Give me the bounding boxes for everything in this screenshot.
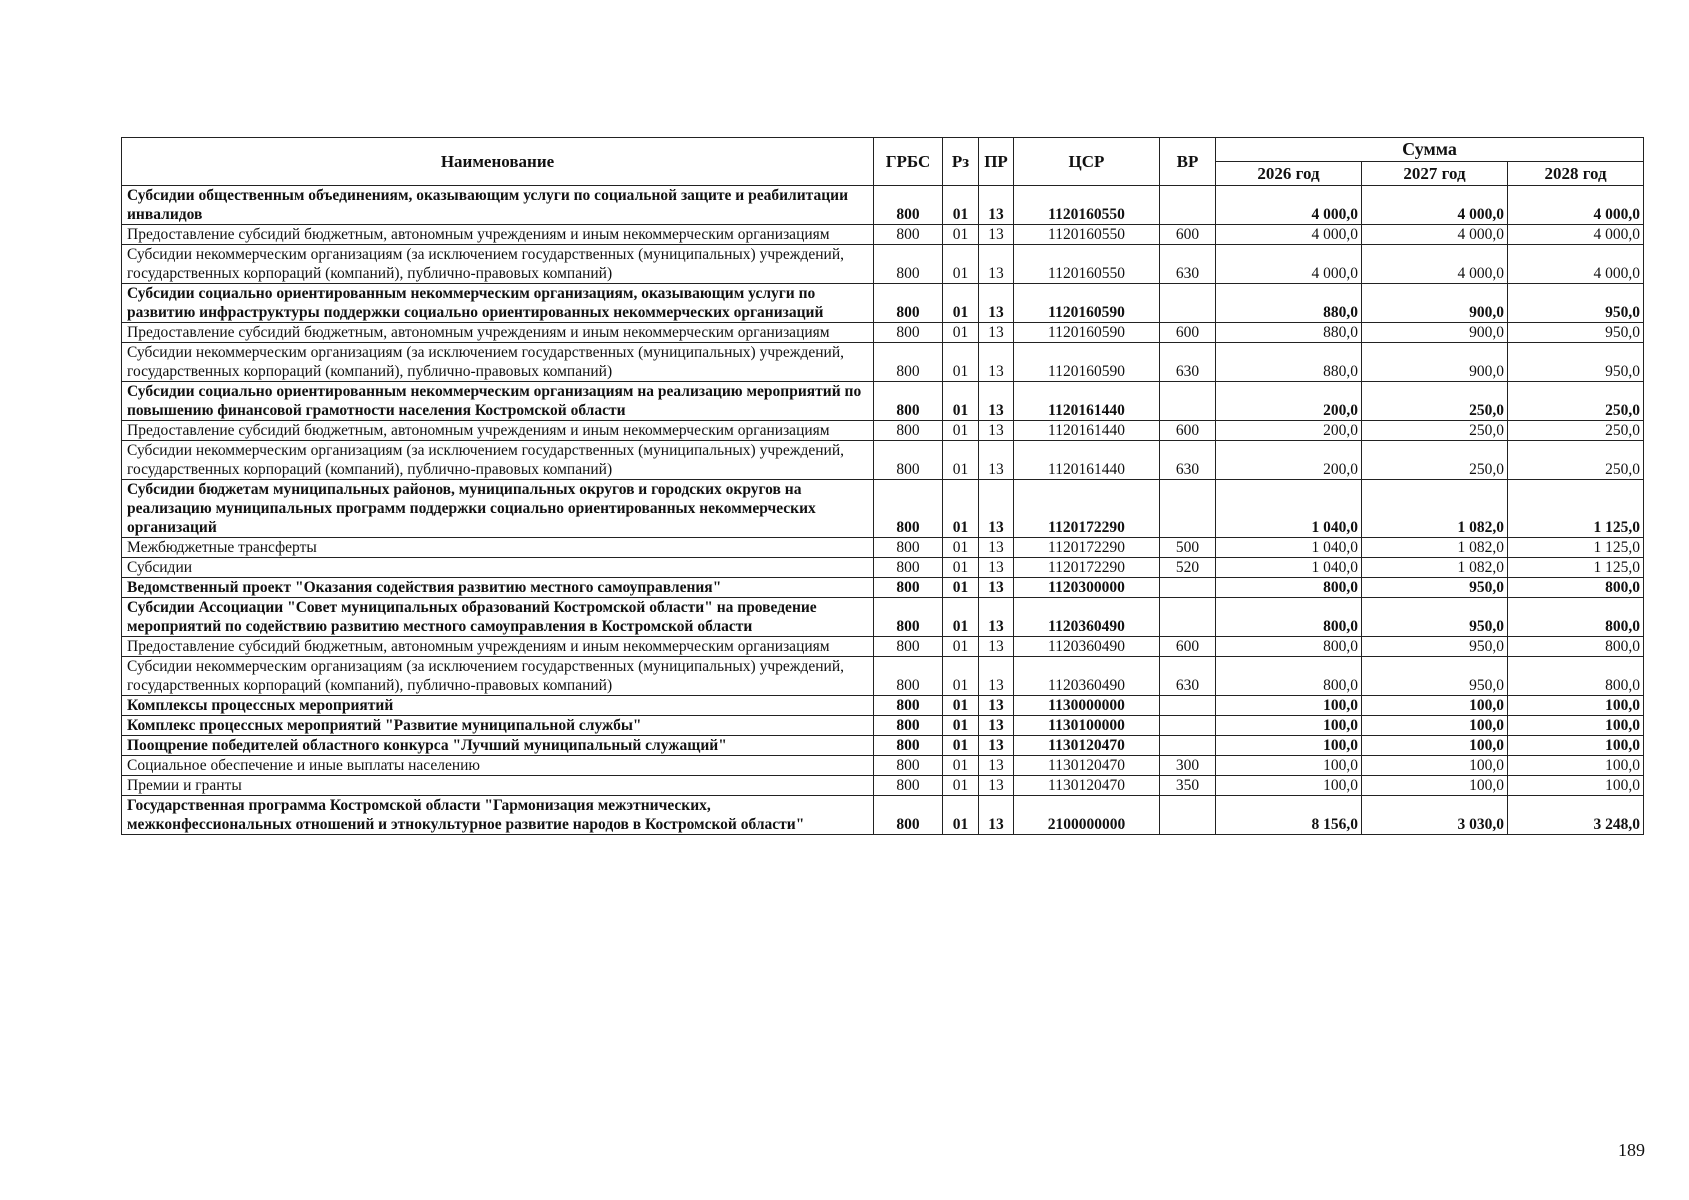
table-row	[122, 343, 1644, 382]
header-year-2026: 2026 год	[1216, 162, 1362, 186]
row-amount-2028: 950,0	[1508, 343, 1644, 382]
row-amount-2026: 880,0	[1216, 343, 1362, 382]
table-row	[122, 558, 1644, 578]
header-vr: ВР	[1160, 138, 1216, 186]
row-amount-2027: 4 000,0	[1362, 225, 1508, 245]
table-row	[122, 657, 1644, 696]
row-amount-2026: 800,0	[1216, 637, 1362, 657]
row-vr: 300	[1160, 756, 1216, 776]
row-amount-2028: 800,0	[1508, 578, 1644, 598]
table-header	[122, 138, 1644, 186]
table-row	[122, 284, 1644, 323]
row-amount-2028: 1 125,0	[1508, 538, 1644, 558]
row-pr: 13	[979, 578, 1014, 598]
row-pr: 13	[979, 284, 1014, 323]
row-amount-2028: 1 125,0	[1508, 480, 1644, 538]
row-amount-2026: 4 000,0	[1216, 186, 1362, 225]
row-amount-2026: 200,0	[1216, 421, 1362, 441]
row-vr	[1160, 284, 1216, 323]
row-pr: 13	[979, 480, 1014, 538]
row-pr: 13	[979, 637, 1014, 657]
row-csr: 1120300000	[1014, 578, 1160, 598]
row-csr: 1120161440	[1014, 441, 1160, 480]
row-grbs: 800	[874, 696, 943, 716]
row-name: Субсидии Ассоциации "Совет муниципальных образований Костромской области" на проведение мероприятий по содействию развитию местного самоуправления в Костромской области	[122, 598, 874, 637]
row-pr: 13	[979, 776, 1014, 796]
row-amount-2028: 100,0	[1508, 756, 1644, 776]
row-amount-2028: 4 000,0	[1508, 245, 1644, 284]
row-csr: 1120360490	[1014, 657, 1160, 696]
row-rz: 01	[943, 225, 979, 245]
row-vr	[1160, 796, 1216, 835]
row-name: Государственная программа Костромской области "Гармонизация межэтнических, межконфессиональных отношений и этнокультурное развитие народов в Костромской области"	[122, 796, 874, 835]
table-row	[122, 776, 1644, 796]
row-pr: 13	[979, 598, 1014, 637]
row-rz: 01	[943, 637, 979, 657]
row-amount-2028: 100,0	[1508, 776, 1644, 796]
table-row	[122, 637, 1644, 657]
row-amount-2027: 250,0	[1362, 441, 1508, 480]
row-amount-2027: 100,0	[1362, 776, 1508, 796]
row-pr: 13	[979, 696, 1014, 716]
row-rz: 01	[943, 796, 979, 835]
row-vr	[1160, 578, 1216, 598]
row-grbs: 800	[874, 598, 943, 637]
row-pr: 13	[979, 323, 1014, 343]
table-row	[122, 421, 1644, 441]
row-amount-2027: 1 082,0	[1362, 558, 1508, 578]
page-number: 189	[1618, 1140, 1645, 1160]
row-grbs: 800	[874, 578, 943, 598]
row-vr: 350	[1160, 776, 1216, 796]
row-pr: 13	[979, 736, 1014, 756]
row-amount-2027: 950,0	[1362, 657, 1508, 696]
row-rz: 01	[943, 776, 979, 796]
row-pr: 13	[979, 558, 1014, 578]
row-amount-2026: 1 040,0	[1216, 538, 1362, 558]
row-amount-2028: 100,0	[1508, 696, 1644, 716]
row-grbs: 800	[874, 441, 943, 480]
table-row	[122, 756, 1644, 776]
row-name: Субсидии бюджетам муниципальных районов, муниципальных округов и городских округов на реализацию муниципальных программ поддержки социально ориентированных некоммерческих организаций	[122, 480, 874, 538]
row-amount-2027: 950,0	[1362, 598, 1508, 637]
row-csr: 1120160590	[1014, 323, 1160, 343]
row-name: Премии и гранты	[122, 776, 874, 796]
row-amount-2027: 4 000,0	[1362, 186, 1508, 225]
header-year-2027: 2027 год	[1362, 162, 1508, 186]
row-pr: 13	[979, 538, 1014, 558]
row-name: Субсидии общественным объединениям, оказывающим услуги по социальной защите и реабилитации инвалидов	[122, 186, 874, 225]
row-name: Предоставление субсидий бюджетным, автономным учреждениям и иным некоммерческим организациям	[122, 323, 874, 343]
row-name: Социальное обеспечение и иные выплаты населению	[122, 756, 874, 776]
row-grbs: 800	[874, 736, 943, 756]
row-name: Субсидии некоммерческим организациям (за исключением государственных (муниципальных) учреждений, государственных корпораций (компаний), публично-правовых компаний)	[122, 657, 874, 696]
row-pr: 13	[979, 657, 1014, 696]
row-name: Предоставление субсидий бюджетным, автономным учреждениям и иным некоммерческим организациям	[122, 225, 874, 245]
row-amount-2027: 250,0	[1362, 421, 1508, 441]
row-vr: 500	[1160, 538, 1216, 558]
row-vr: 520	[1160, 558, 1216, 578]
table-row	[122, 323, 1644, 343]
table-row	[122, 716, 1644, 736]
row-csr: 1120160550	[1014, 186, 1160, 225]
row-amount-2026: 100,0	[1216, 736, 1362, 756]
row-name: Межбюджетные трансферты	[122, 538, 874, 558]
row-pr: 13	[979, 441, 1014, 480]
row-amount-2028: 800,0	[1508, 598, 1644, 637]
row-csr: 1120172290	[1014, 480, 1160, 538]
row-csr: 1120160590	[1014, 343, 1160, 382]
row-csr: 1120360490	[1014, 598, 1160, 637]
row-amount-2028: 1 125,0	[1508, 558, 1644, 578]
table-row	[122, 480, 1644, 538]
row-amount-2027: 3 030,0	[1362, 796, 1508, 835]
row-rz: 01	[943, 323, 979, 343]
row-amount-2026: 100,0	[1216, 756, 1362, 776]
row-amount-2028: 250,0	[1508, 382, 1644, 421]
row-amount-2027: 250,0	[1362, 382, 1508, 421]
row-rz: 01	[943, 382, 979, 421]
row-grbs: 800	[874, 637, 943, 657]
row-grbs: 800	[874, 480, 943, 538]
table-row	[122, 796, 1644, 835]
row-csr: 1120160550	[1014, 245, 1160, 284]
row-amount-2027: 4 000,0	[1362, 245, 1508, 284]
row-name: Поощрение победителей областного конкурса "Лучший муниципальный служащий"	[122, 736, 874, 756]
header-year-2028: 2028 год	[1508, 162, 1644, 186]
row-amount-2026: 200,0	[1216, 382, 1362, 421]
row-pr: 13	[979, 382, 1014, 421]
row-csr: 1120161440	[1014, 382, 1160, 421]
table-row	[122, 186, 1644, 225]
row-grbs: 800	[874, 538, 943, 558]
row-grbs: 800	[874, 245, 943, 284]
row-amount-2028: 800,0	[1508, 657, 1644, 696]
row-name: Ведомственный проект "Оказания содействия развитию местного самоуправления"	[122, 578, 874, 598]
row-amount-2026: 800,0	[1216, 598, 1362, 637]
table-row	[122, 382, 1644, 421]
row-name: Субсидии некоммерческим организациям (за исключением государственных (муниципальных) учреждений, государственных корпораций (компаний), публично-правовых компаний)	[122, 343, 874, 382]
row-amount-2027: 100,0	[1362, 736, 1508, 756]
row-amount-2028: 950,0	[1508, 284, 1644, 323]
row-vr: 630	[1160, 245, 1216, 284]
row-amount-2027: 950,0	[1362, 578, 1508, 598]
table-row	[122, 696, 1644, 716]
row-vr: 630	[1160, 657, 1216, 696]
header-csr: ЦСР	[1014, 138, 1160, 186]
row-rz: 01	[943, 558, 979, 578]
table-row	[122, 578, 1644, 598]
row-rz: 01	[943, 538, 979, 558]
row-vr	[1160, 480, 1216, 538]
row-name: Комплексы процессных мероприятий	[122, 696, 874, 716]
row-amount-2028: 250,0	[1508, 421, 1644, 441]
row-vr: 630	[1160, 343, 1216, 382]
row-rz: 01	[943, 578, 979, 598]
row-grbs: 800	[874, 716, 943, 736]
row-amount-2026: 100,0	[1216, 776, 1362, 796]
row-grbs: 800	[874, 421, 943, 441]
row-amount-2028: 4 000,0	[1508, 186, 1644, 225]
row-grbs: 800	[874, 186, 943, 225]
row-csr: 1120172290	[1014, 558, 1160, 578]
row-amount-2028: 100,0	[1508, 716, 1644, 736]
row-rz: 01	[943, 696, 979, 716]
row-rz: 01	[943, 245, 979, 284]
row-vr: 600	[1160, 421, 1216, 441]
row-rz: 01	[943, 421, 979, 441]
row-name: Субсидии некоммерческим организациям (за исключением государственных (муниципальных) учреждений, государственных корпораций (компаний), публично-правовых компаний)	[122, 245, 874, 284]
row-pr: 13	[979, 225, 1014, 245]
row-amount-2027: 900,0	[1362, 284, 1508, 323]
row-grbs: 800	[874, 558, 943, 578]
row-rz: 01	[943, 343, 979, 382]
row-name: Предоставление субсидий бюджетным, автономным учреждениям и иным некоммерческим организациям	[122, 637, 874, 657]
row-amount-2027: 900,0	[1362, 343, 1508, 382]
row-vr	[1160, 696, 1216, 716]
header-name: Наименование	[122, 138, 874, 186]
row-rz: 01	[943, 284, 979, 323]
row-vr	[1160, 186, 1216, 225]
row-amount-2026: 880,0	[1216, 323, 1362, 343]
row-rz: 01	[943, 756, 979, 776]
row-amount-2026: 4 000,0	[1216, 245, 1362, 284]
row-pr: 13	[979, 421, 1014, 441]
row-grbs: 800	[874, 776, 943, 796]
table-row	[122, 736, 1644, 756]
row-pr: 13	[979, 716, 1014, 736]
table-body	[122, 186, 1644, 835]
row-csr: 1130000000	[1014, 696, 1160, 716]
row-pr: 13	[979, 796, 1014, 835]
row-name: Субсидии	[122, 558, 874, 578]
table-row	[122, 538, 1644, 558]
row-amount-2028: 4 000,0	[1508, 225, 1644, 245]
row-csr: 1130120470	[1014, 756, 1160, 776]
row-rz: 01	[943, 186, 979, 225]
row-amount-2026: 800,0	[1216, 578, 1362, 598]
row-amount-2027: 950,0	[1362, 637, 1508, 657]
row-name: Субсидии социально ориентированным некоммерческим организациям на реализацию мероприятий по повышению финансовой грамотности населения Костромской области	[122, 382, 874, 421]
row-amount-2028: 250,0	[1508, 441, 1644, 480]
row-grbs: 800	[874, 796, 943, 835]
row-amount-2027: 900,0	[1362, 323, 1508, 343]
row-grbs: 800	[874, 756, 943, 776]
row-vr: 600	[1160, 323, 1216, 343]
row-grbs: 800	[874, 284, 943, 323]
row-amount-2026: 1 040,0	[1216, 480, 1362, 538]
row-amount-2026: 100,0	[1216, 696, 1362, 716]
row-amount-2027: 100,0	[1362, 716, 1508, 736]
row-pr: 13	[979, 186, 1014, 225]
row-name: Субсидии социально ориентированным некоммерческим организациям, оказывающим услуги по развитию инфраструктуры поддержки социально ориентированных некоммерческих организаций	[122, 284, 874, 323]
row-name: Субсидии некоммерческим организациям (за исключением государственных (муниципальных) учреждений, государственных корпораций (компаний), публично-правовых компаний)	[122, 441, 874, 480]
table-row	[122, 245, 1644, 284]
row-pr: 13	[979, 756, 1014, 776]
table-row	[122, 225, 1644, 245]
header-sum: Сумма	[1216, 138, 1644, 162]
row-rz: 01	[943, 598, 979, 637]
row-vr	[1160, 736, 1216, 756]
row-csr: 1130120470	[1014, 776, 1160, 796]
row-amount-2027: 1 082,0	[1362, 538, 1508, 558]
table-row	[122, 598, 1644, 637]
row-rz: 01	[943, 657, 979, 696]
row-pr: 13	[979, 343, 1014, 382]
row-vr: 600	[1160, 637, 1216, 657]
row-amount-2028: 100,0	[1508, 736, 1644, 756]
row-amount-2026: 1 040,0	[1216, 558, 1362, 578]
row-name: Предоставление субсидий бюджетным, автономным учреждениям и иным некоммерческим организациям	[122, 421, 874, 441]
budget-table	[121, 137, 1644, 835]
row-name: Комплекс процессных мероприятий "Развитие муниципальной службы"	[122, 716, 874, 736]
row-grbs: 800	[874, 343, 943, 382]
header-grbs: ГРБС	[874, 138, 943, 186]
row-vr: 600	[1160, 225, 1216, 245]
row-amount-2027: 1 082,0	[1362, 480, 1508, 538]
header-rz: Рз	[943, 138, 979, 186]
row-amount-2027: 100,0	[1362, 756, 1508, 776]
row-vr	[1160, 382, 1216, 421]
row-grbs: 800	[874, 323, 943, 343]
row-amount-2028: 3 248,0	[1508, 796, 1644, 835]
row-rz: 01	[943, 736, 979, 756]
row-amount-2028: 800,0	[1508, 637, 1644, 657]
row-vr: 630	[1160, 441, 1216, 480]
row-amount-2026: 800,0	[1216, 657, 1362, 696]
row-rz: 01	[943, 441, 979, 480]
row-pr: 13	[979, 245, 1014, 284]
row-amount-2028: 950,0	[1508, 323, 1644, 343]
row-amount-2026: 100,0	[1216, 716, 1362, 736]
row-csr: 2100000000	[1014, 796, 1160, 835]
row-vr	[1160, 716, 1216, 736]
row-amount-2026: 8 156,0	[1216, 796, 1362, 835]
row-csr: 1120360490	[1014, 637, 1160, 657]
row-rz: 01	[943, 716, 979, 736]
row-rz: 01	[943, 480, 979, 538]
row-grbs: 800	[874, 657, 943, 696]
table-row	[122, 441, 1644, 480]
header-pr: ПР	[979, 138, 1014, 186]
row-amount-2026: 4 000,0	[1216, 225, 1362, 245]
row-csr: 1120172290	[1014, 538, 1160, 558]
row-grbs: 800	[874, 382, 943, 421]
row-amount-2027: 100,0	[1362, 696, 1508, 716]
row-grbs: 800	[874, 225, 943, 245]
row-csr: 1120160590	[1014, 284, 1160, 323]
row-csr: 1120160550	[1014, 225, 1160, 245]
row-amount-2026: 880,0	[1216, 284, 1362, 323]
row-csr: 1120161440	[1014, 421, 1160, 441]
row-csr: 1130100000	[1014, 716, 1160, 736]
row-csr: 1130120470	[1014, 736, 1160, 756]
row-vr	[1160, 598, 1216, 637]
row-amount-2026: 200,0	[1216, 441, 1362, 480]
